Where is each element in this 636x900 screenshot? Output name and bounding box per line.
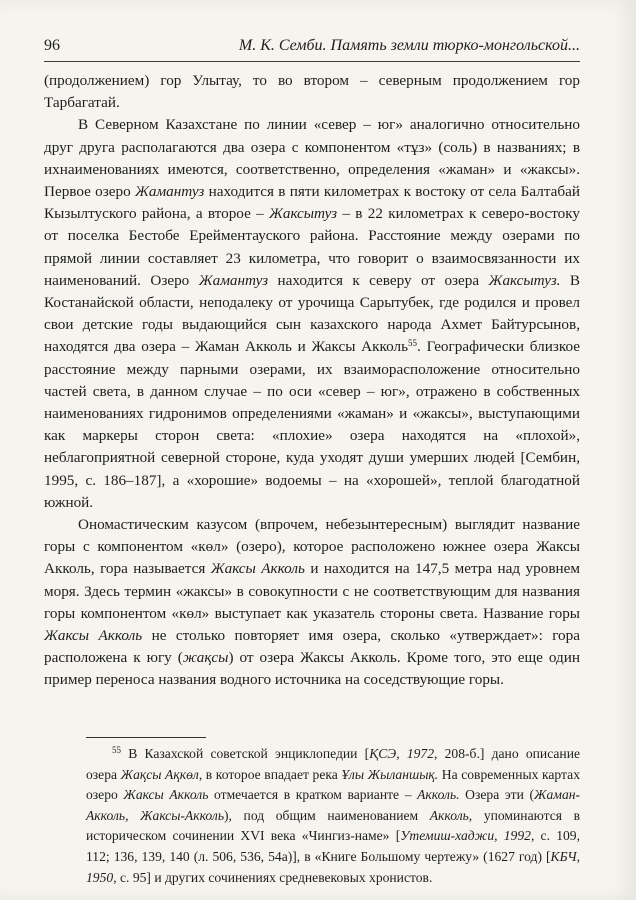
paragraph-salt-lakes [44, 114, 580, 514]
italic-term: жақсы [182, 649, 229, 667]
text-run: не столько повторяет имя озера, сколько «утверждает»: гора расположена к югу ( [44, 627, 580, 667]
text-run: находится к северу от озера [268, 271, 489, 289]
text-run: , с. 109, 112; 136, 139, 140 (л. 506, 536, 54а)], в «Книге Большому чертежу» (1627 год) [ [86, 828, 580, 864]
text-run: , в которое впадает река [198, 766, 342, 782]
italic-term: Акколь, [429, 807, 473, 823]
italic-term: Жаксытуз [268, 205, 338, 223]
italic-term: Жамантуз [198, 271, 269, 289]
text-run: . Географически близкое расстояние между парными озерами, их взаиморасположение относительно частей света, в данном случае – по оси «север – юг», отражено в собственных наименованиях гидронимов определениями «жаман» и «жаксы», выступающими как маркеры сторон света: «плохие» озера находятся на «плохой», неблагоприятной северной стороне, куда уходят души умерших людей [Сембин, 1995, с. 186–187], а «хорошие» водоемы – на «хорошей», теплой благодатной южной. [44, 338, 580, 511]
italic-term: ҚСЭ, 1972 [369, 746, 435, 761]
text-run: (продолжением) гор Улытау, то во втором – северным продолжением гор Тарбагатай. [44, 72, 580, 112]
text-run: В Костанайской области, неподалеку от урочища Сарытубек, где родился и провел свои детские годы выдающийся сын казахского народа Ахмет Байтурсынов, находятся два озера – Жаман Акколь и Жаксы Акколь [44, 271, 581, 356]
italic-term: Жақсы Ақкөл [120, 766, 199, 782]
text-run: , с. 95] и других сочинениях средневековых хронистов. [113, 869, 433, 885]
text-run: отмечается в кратком варианте – [208, 787, 418, 803]
text-run: На современных картах озеро [86, 766, 580, 803]
italic-term: Жамантуз [134, 183, 205, 201]
text-run: ), под общим наименованием [224, 807, 430, 823]
italic-term: Жаксы Акколь [123, 787, 209, 803]
italic-term: Акколь. [417, 787, 460, 803]
main-text [44, 70, 580, 692]
text-run: Ономастическим казусом (впрочем, небезынтересным) выглядит название горы с компонентом «көл» (озеро), которое расположено южнее озера Жаксы Акколь, гора называется [44, 516, 580, 578]
text-run: Озера эти ( [459, 787, 535, 803]
footnote-reference[interactable]: 55 [408, 338, 418, 349]
running-head: М. К. Семби. Память земли тюрко-монгольской... [238, 37, 580, 54]
italic-term: КБЧ, 1950 [86, 848, 580, 885]
text-run: ) от озера Жаксы Акколь. Кроме того, это еще один пример переноса названия водного источника на соседствующие горы. [44, 649, 581, 689]
text-run: В Северном Казахстане по линии «север – юг» аналогично относительно друг друга располагаются два озера с компонентом «тұз» (соль) в названиях; в ихнаименованиях имеются, соответственно, определения «жаман» и «жаксы». Первое озеро [44, 116, 580, 201]
paragraph-continued [44, 70, 580, 114]
italic-term: Жаксытуз. [488, 271, 561, 289]
text-run: , 208-б.] дано описание озера [86, 746, 581, 782]
italic-term: Ұлы Жыланшық. [341, 766, 439, 782]
footnote-55 [86, 744, 580, 888]
paragraph-mountain-name [44, 514, 580, 692]
footnote-divider [86, 737, 206, 738]
text-run: упоминаются в историческом сочинении XVI века «Чингиз-наме» [ [86, 807, 580, 844]
page-number: 96 [44, 37, 60, 54]
text-run: находится в пяти километрах к востоку от села Балтабай Кызылтуского района, а второе – [44, 183, 580, 223]
text-run: – в 22 километрах к северо-востоку от поселка Бестобе Ерейментауского района. Расстояние между озерами по прямой линии составляет 23 километра, что говорит о взаимосвязанности их наименований. Озеро [44, 205, 580, 289]
text-run: В Казахской советской энциклопедии [ [121, 746, 370, 761]
italic-term: Жаксы Акколь [44, 627, 143, 645]
text-run: и находится на 147,5 метра над уровнем моря. Здесь термин «жаксы» в совокупности с не соответствующим для названия горы компонентом «көл» выступает как указатель стороны света. Название горы [44, 560, 580, 622]
italic-term: Утемиш-хаджи, 1992 [400, 828, 531, 844]
italic-term: Жаксы Акколь [210, 560, 305, 578]
italic-term: Жаман-Акколь, Жаксы-Акколь [86, 787, 581, 823]
page-header [44, 33, 580, 62]
footnote-number: 55 [112, 745, 121, 755]
